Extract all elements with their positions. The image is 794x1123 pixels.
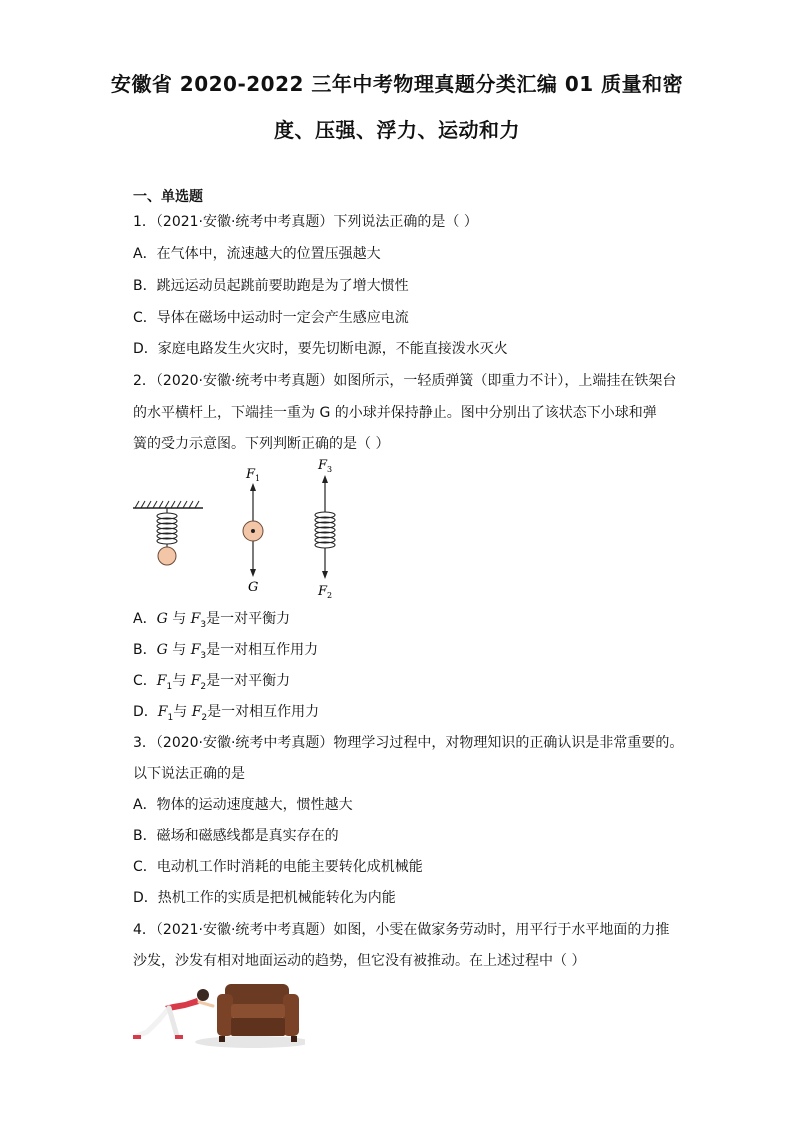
- q1-option-b: B．跳远运动员起跳前要助跑是为了增大惯性: [133, 278, 409, 294]
- hanging-spring: [157, 508, 177, 547]
- q2-option-d: D．$F_1$与 $F_2$是一对相互作用力: [133, 704, 320, 723]
- q4-stem-line-1: 4．（2021·安徽·统考中考真题）如图，小雯在做家务劳动时，用平行于水平地面的力推: [133, 922, 670, 938]
- label-g: G: [248, 580, 259, 595]
- q2-option-a: A．G 与 $F_3$是一对平衡力: [133, 611, 291, 630]
- q3-option-b: B．磁场和磁感线都是真实存在的: [133, 828, 339, 844]
- q2-stem-line-2: 的水平横杆上，下端挂一重为 G 的小球并保持静止。图中分别出了该状态下小球和弹: [133, 405, 657, 421]
- ceiling-bar: [133, 501, 203, 508]
- ball-force-diagram: [243, 483, 263, 577]
- document-title-line-1: 安徽省 2020-2022 三年中考物理真题分类汇编 01 质量和密: [110, 72, 684, 96]
- q2-option-b: B．G 与 $F_3$是一对相互作用力: [133, 642, 319, 661]
- q1-option-d: D．家庭电路发生火灾时，要先切断电源，不能直接泼水灭火: [133, 341, 508, 357]
- q3-option-a: A．物体的运动速度越大，惯性越大: [133, 797, 353, 813]
- label-f1: $F_1$: [246, 467, 261, 483]
- q4-stem-line-2: 沙发，沙发有相对地面运动的趋势，但它没有被推动。在上述过程中（ ）: [133, 953, 586, 969]
- document-title-line-2: 度、压强、浮力、运动和力: [274, 118, 520, 142]
- q1-stem: 1．（2021·安徽·统考中考真题）下列说法正确的是（ ）: [133, 214, 478, 230]
- q3-option-d: D．热机工作的实质是把机械能转化为内能: [133, 890, 396, 906]
- section-heading: 一、单选题: [133, 189, 203, 205]
- q3-stem-line-1: 3．（2020·安徽·统考中考真题）物理学习过程中，对物理知识的正确认识是非常重要的。: [133, 735, 684, 751]
- q2-stem-line-3: 簧的受力示意图。下列判断正确的是（ ）: [133, 436, 390, 452]
- hanging-ball: [158, 547, 176, 565]
- girl-pushing-sofa-figure: [133, 980, 305, 1052]
- q2-option-c: C．$F_1$与 $F_2$是一对平衡力: [133, 673, 291, 692]
- label-f3: $F_3$: [318, 458, 333, 474]
- q1-option-c: C．导体在磁场中运动时一定会产生感应电流: [133, 310, 409, 326]
- sofa-figure: [217, 984, 299, 1042]
- q3-stem-line-2: 以下说法正确的是: [133, 766, 245, 782]
- spring-force-figure: [125, 455, 365, 605]
- q2-stem-line-1: 2．（2020·安徽·统考中考真题）如图所示，一轻质弹簧（即重力不计），上端挂在铁架台: [133, 373, 677, 389]
- spring-force-diagram: [315, 475, 335, 579]
- q1-option-a: A．在气体中，流速越大的位置压强越大: [133, 246, 381, 262]
- q3-option-c: C．电动机工作时消耗的电能主要转化成机械能: [133, 859, 423, 875]
- label-f2: $F_2$: [318, 584, 333, 600]
